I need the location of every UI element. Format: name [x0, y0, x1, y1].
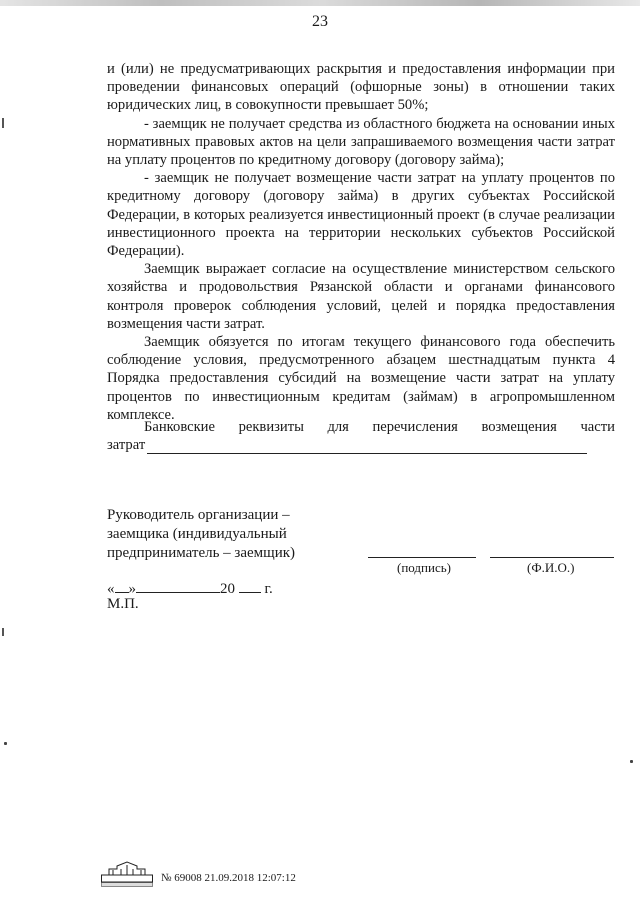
requisites-fill-line: [147, 439, 587, 454]
requisites-word: для: [327, 419, 349, 435]
name-line: [490, 557, 614, 558]
paragraph: - заемщик не получает возмещение части затрат на уплату процентов по кредитному договору (договору займа) в других субъектах Российской Федерации, в которых реализуется инвестиционный проект (в случае реализации инвестиционного проекта на территории нескольких субъектов Российской Федерации).: [107, 170, 615, 260]
page-number: 23: [312, 13, 328, 30]
date-year-suffix: г.: [264, 581, 273, 597]
date-century: 20: [220, 581, 235, 597]
scan-edge-artifact: [0, 0, 640, 6]
scan-mark: [2, 118, 4, 128]
signatory-block: [107, 506, 357, 563]
registration-mark: № 69008 21.09.2018 12:07:12: [161, 872, 296, 884]
requisites-word: Банковские: [144, 419, 215, 435]
date-close-quote: »: [128, 581, 136, 597]
paragraph: Заемщик выражает согласие на осуществление министерством сельского хозяйства и продовольствия Рязанской области и органами финансового контроля проверок соблюдения условий, целей и порядка предоставления возмещения части затрат.: [107, 261, 615, 332]
requisites-word: реквизиты: [238, 419, 304, 435]
requisites-word: части: [580, 419, 615, 435]
stamp-label: М.П.: [107, 596, 139, 612]
name-caption: (Ф.И.О.): [527, 560, 575, 575]
year-blank: [239, 579, 261, 593]
signatory-line: Руководитель организации –: [107, 507, 290, 523]
signatory-line: заемщика (индивидуальный: [107, 526, 287, 542]
requisites-continuation: затрат: [107, 437, 146, 454]
paragraph: и (или) не предусматривающих раскрытия и предоставления информации при проведении финансовых операций (офшорные зоны) в отношении таких юридических лиц, в совокупности превышает 50%;: [107, 61, 615, 114]
scan-mark: [2, 628, 4, 636]
paragraph: - заемщик не получает средства из областного бюджета на основании иных нормативных правовых актов на цели запрашиваемого возмещения части затрат на уплату процентов по кредитному договору (договору займа);: [107, 115, 615, 169]
day-blank: [115, 579, 129, 593]
paragraph: Заемщик обязуется по итогам текущего финансового года обеспечить соблюдение условия, предусмотренного абзацем шестнадцатым пункта 4 Порядка предоставления субсидий на возмещение части затрат на уплату процентов по инвестиционным кредитам (займам) в агропромышленном комплексе.: [107, 334, 615, 423]
scan-dot: [630, 760, 633, 763]
emblem-icon: [101, 861, 153, 887]
signature-line: [368, 557, 476, 558]
bank-requisites: [107, 418, 615, 454]
signature-caption: (подпись): [397, 560, 451, 575]
document-body: [107, 60, 615, 424]
month-blank: [136, 579, 220, 593]
signatory-line: предприниматель – заемщик): [107, 545, 296, 561]
requisites-word: возмещения: [481, 419, 557, 435]
scan-dot: [4, 742, 7, 745]
registration-footer: [101, 861, 296, 887]
date-open-quote: «: [107, 581, 115, 597]
requisites-word: перечисления: [372, 419, 458, 435]
